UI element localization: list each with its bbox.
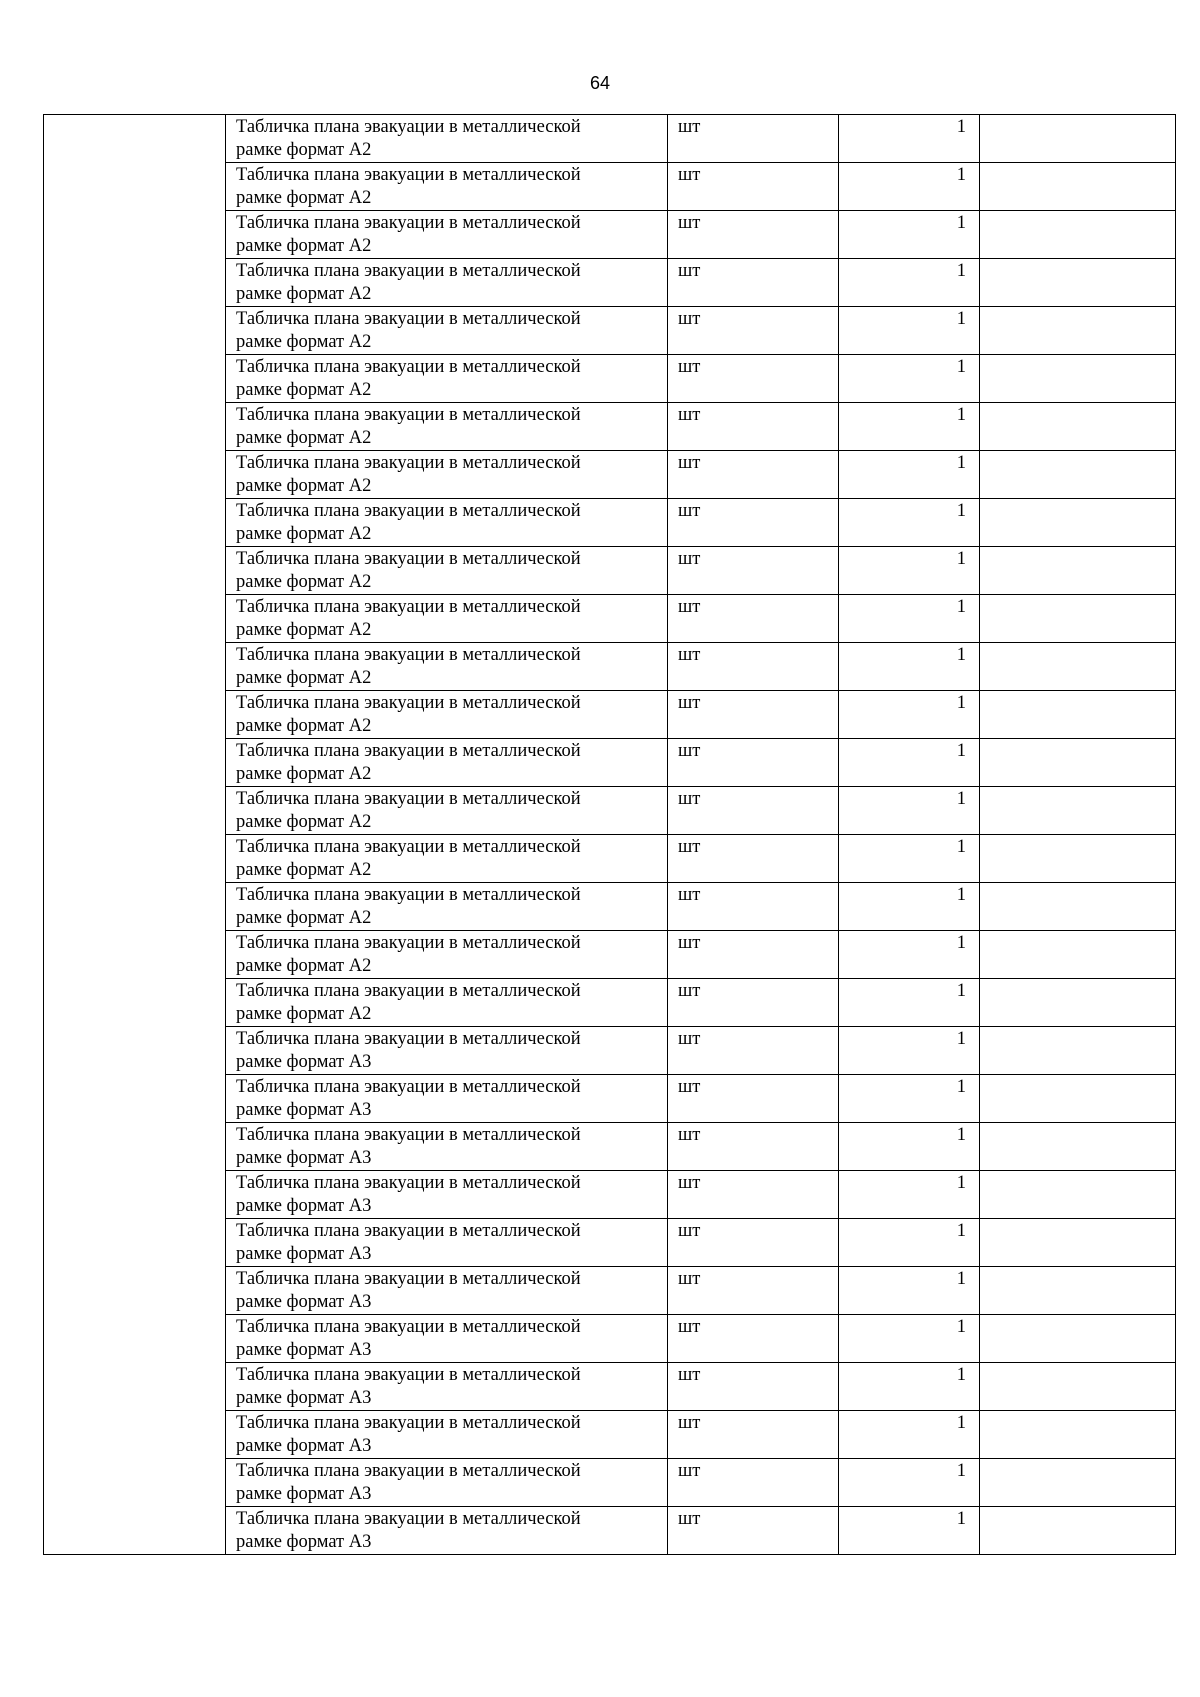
table-row: [44, 547, 1176, 595]
blank-cell: [44, 451, 226, 499]
item-unit-cell: шт: [668, 1459, 839, 1507]
item-note-cell: [980, 259, 1176, 307]
item-name-cell: [226, 1267, 668, 1315]
item-note-cell: [980, 115, 1176, 163]
item-note-cell: [980, 355, 1176, 403]
item-note-cell: [980, 1123, 1176, 1171]
item-name-line1: Табличка плана эвакуации в металлической: [236, 789, 581, 809]
table-row: [44, 931, 1176, 979]
item-name-cell: [226, 1411, 668, 1459]
item-note-cell: [980, 1411, 1176, 1459]
item-quantity-cell: 1: [839, 355, 980, 403]
item-name-line2: рамке формат А2: [236, 716, 372, 736]
item-note-cell: [980, 931, 1176, 979]
blank-cell: [44, 595, 226, 643]
item-name-line2: рамке формат А3: [236, 1532, 372, 1552]
item-name-line2: рамке формат А2: [236, 1004, 372, 1024]
item-note-cell: [980, 451, 1176, 499]
table-row: [44, 1123, 1176, 1171]
item-note-cell: [980, 1507, 1176, 1555]
blank-cell: [44, 163, 226, 211]
item-name-cell: [226, 643, 668, 691]
item-name-line2: рамке формат А2: [236, 908, 372, 928]
item-name-line2: рамке формат А3: [236, 1484, 372, 1504]
table-row: [44, 691, 1176, 739]
item-unit-cell: шт: [668, 691, 839, 739]
table-row: [44, 403, 1176, 451]
item-unit-cell: шт: [668, 1219, 839, 1267]
item-name-cell: [226, 1123, 668, 1171]
item-name-line1: Табличка плана эвакуации в металлической: [236, 741, 581, 761]
item-name-cell: [226, 739, 668, 787]
item-quantity-cell: 1: [839, 451, 980, 499]
item-unit-cell: шт: [668, 1027, 839, 1075]
item-name-cell: [226, 1171, 668, 1219]
item-name-line1: Табличка плана эвакуации в металлической: [236, 1365, 581, 1385]
blank-cell: [44, 1027, 226, 1075]
item-name-line1: Табличка плана эвакуации в металлической: [236, 597, 581, 617]
item-unit-cell: шт: [668, 1315, 839, 1363]
blank-cell: [44, 787, 226, 835]
item-name-line1: Табличка плана эвакуации в металлической: [236, 693, 581, 713]
item-note-cell: [980, 1027, 1176, 1075]
table-row: [44, 451, 1176, 499]
item-quantity-cell: 1: [839, 307, 980, 355]
item-name-line1: Табличка плана эвакуации в металлической: [236, 981, 581, 1001]
blank-cell: [44, 1315, 226, 1363]
item-name-line1: Табличка плана эвакуации в металлической: [236, 885, 581, 905]
item-quantity-cell: 1: [839, 595, 980, 643]
item-name-line2: рамке формат А2: [236, 188, 372, 208]
item-quantity-cell: 1: [839, 1411, 980, 1459]
item-name-line1: Табличка плана эвакуации в металлической: [236, 117, 581, 137]
item-name-line2: рамке формат А3: [236, 1100, 372, 1120]
item-unit-cell: шт: [668, 883, 839, 931]
item-note-cell: [980, 1267, 1176, 1315]
table-row: [44, 259, 1176, 307]
blank-cell: [44, 355, 226, 403]
item-note-cell: [980, 883, 1176, 931]
item-unit-cell: шт: [668, 931, 839, 979]
item-unit-cell: шт: [668, 643, 839, 691]
item-quantity-cell: 1: [839, 499, 980, 547]
item-name-cell: [226, 1315, 668, 1363]
blank-cell: [44, 1507, 226, 1555]
item-note-cell: [980, 595, 1176, 643]
item-name-cell: [226, 1459, 668, 1507]
blank-cell: [44, 883, 226, 931]
item-quantity-cell: 1: [839, 259, 980, 307]
item-unit-cell: шт: [668, 1171, 839, 1219]
item-name-line2: рамке формат А2: [236, 668, 372, 688]
item-name-line2: рамке формат А3: [236, 1148, 372, 1168]
item-name-line2: рамке формат А2: [236, 956, 372, 976]
item-name-line2: рамке формат А2: [236, 476, 372, 496]
blank-cell: [44, 1363, 226, 1411]
item-note-cell: [980, 643, 1176, 691]
blank-cell: [44, 739, 226, 787]
item-name-cell: [226, 115, 668, 163]
blank-cell: [44, 979, 226, 1027]
item-quantity-cell: 1: [839, 931, 980, 979]
item-name-cell: [226, 883, 668, 931]
item-note-cell: [980, 307, 1176, 355]
item-quantity-cell: 1: [839, 1363, 980, 1411]
table-row: [44, 307, 1176, 355]
item-name-line2: рамке формат А2: [236, 764, 372, 784]
item-note-cell: [980, 1459, 1176, 1507]
item-name-cell: [226, 787, 668, 835]
item-unit-cell: шт: [668, 451, 839, 499]
item-name-line2: рамке формат А2: [236, 620, 372, 640]
item-name-cell: [226, 355, 668, 403]
item-quantity-cell: 1: [839, 1507, 980, 1555]
item-name-line2: рамке формат А3: [236, 1052, 372, 1072]
item-name-cell: [226, 1027, 668, 1075]
item-note-cell: [980, 499, 1176, 547]
table-row: [44, 835, 1176, 883]
item-name-line1: Табличка плана эвакуации в металлической: [236, 1413, 581, 1433]
item-name-line1: Табличка плана эвакуации в металлической: [236, 1269, 581, 1289]
table-row: [44, 355, 1176, 403]
table-row: [44, 643, 1176, 691]
blank-cell: [44, 643, 226, 691]
item-name-cell: [226, 1075, 668, 1123]
item-name-cell: [226, 1507, 668, 1555]
item-note-cell: [980, 1171, 1176, 1219]
table-row: [44, 1315, 1176, 1363]
item-note-cell: [980, 163, 1176, 211]
table-row: [44, 1267, 1176, 1315]
blank-cell: [44, 1459, 226, 1507]
item-name-line2: рамке формат А3: [236, 1292, 372, 1312]
item-unit-cell: шт: [668, 403, 839, 451]
item-quantity-cell: 1: [839, 643, 980, 691]
item-name-cell: [226, 595, 668, 643]
item-unit-cell: шт: [668, 115, 839, 163]
item-note-cell: [980, 403, 1176, 451]
blank-cell: [44, 403, 226, 451]
item-name-line1: Табличка плана эвакуации в металлической: [236, 1317, 581, 1337]
item-quantity-cell: 1: [839, 1171, 980, 1219]
blank-cell: [44, 1411, 226, 1459]
blank-cell: [44, 1267, 226, 1315]
item-name-line1: Табличка плана эвакуации в металлической: [236, 549, 581, 569]
item-name-line2: рамке формат А3: [236, 1388, 372, 1408]
item-unit-cell: шт: [668, 163, 839, 211]
item-quantity-cell: 1: [839, 1219, 980, 1267]
item-quantity-cell: 1: [839, 547, 980, 595]
item-unit-cell: шт: [668, 355, 839, 403]
table-row: [44, 115, 1176, 163]
item-unit-cell: шт: [668, 1267, 839, 1315]
table-row: [44, 163, 1176, 211]
item-name-cell: [226, 979, 668, 1027]
table-row: [44, 1219, 1176, 1267]
table-row: [44, 211, 1176, 259]
item-name-line1: Табличка плана эвакуации в металлической: [236, 1029, 581, 1049]
items-table-body: [44, 115, 1176, 1555]
table-row: [44, 1363, 1176, 1411]
blank-cell: [44, 1171, 226, 1219]
item-name-line1: Табличка плана эвакуации в металлической: [236, 357, 581, 377]
table-row: [44, 1507, 1176, 1555]
item-name-line2: рамке формат А2: [236, 860, 372, 880]
item-name-cell: [226, 691, 668, 739]
table-row: [44, 787, 1176, 835]
item-name-cell: [226, 931, 668, 979]
blank-cell: [44, 307, 226, 355]
table-row: [44, 1027, 1176, 1075]
item-name-line2: рамке формат А2: [236, 332, 372, 352]
blank-cell: [44, 259, 226, 307]
item-name-line2: рамке формат А2: [236, 572, 372, 592]
item-name-line2: рамке формат А2: [236, 428, 372, 448]
table-row: [44, 739, 1176, 787]
item-name-line2: рамке формат А3: [236, 1196, 372, 1216]
item-unit-cell: шт: [668, 307, 839, 355]
item-name-line1: Табличка плана эвакуации в металлической: [236, 213, 581, 233]
item-unit-cell: шт: [668, 1123, 839, 1171]
table-row: [44, 979, 1176, 1027]
item-name-cell: [226, 451, 668, 499]
item-name-line2: рамке формат А3: [236, 1244, 372, 1264]
item-note-cell: [980, 547, 1176, 595]
item-quantity-cell: 1: [839, 787, 980, 835]
table-row: [44, 1171, 1176, 1219]
blank-cell: [44, 1123, 226, 1171]
item-quantity-cell: 1: [839, 403, 980, 451]
item-name-line2: рамке формат А2: [236, 236, 372, 256]
item-name-cell: [226, 1363, 668, 1411]
item-quantity-cell: 1: [839, 1459, 980, 1507]
item-unit-cell: шт: [668, 1507, 839, 1555]
item-note-cell: [980, 211, 1176, 259]
table-row: [44, 499, 1176, 547]
item-name-cell: [226, 307, 668, 355]
item-unit-cell: шт: [668, 1411, 839, 1459]
item-unit-cell: шт: [668, 547, 839, 595]
item-name-line1: Табличка плана эвакуации в металлической: [236, 1509, 581, 1529]
item-quantity-cell: 1: [839, 1123, 980, 1171]
item-name-line2: рамке формат А2: [236, 380, 372, 400]
item-name-cell: [226, 211, 668, 259]
item-note-cell: [980, 739, 1176, 787]
item-name-line2: рамке формат А2: [236, 140, 372, 160]
item-unit-cell: шт: [668, 259, 839, 307]
blank-cell: [44, 547, 226, 595]
item-note-cell: [980, 1363, 1176, 1411]
blank-cell: [44, 1075, 226, 1123]
item-unit-cell: шт: [668, 1075, 839, 1123]
item-name-line2: рамке формат А3: [236, 1436, 372, 1456]
item-name-cell: [226, 1219, 668, 1267]
item-name-line1: Табличка плана эвакуации в металлической: [236, 933, 581, 953]
item-name-cell: [226, 403, 668, 451]
item-unit-cell: шт: [668, 595, 839, 643]
item-quantity-cell: 1: [839, 739, 980, 787]
item-name-line1: Табличка плана эвакуации в металлической: [236, 1077, 581, 1097]
item-note-cell: [980, 1075, 1176, 1123]
blank-cell: [44, 115, 226, 163]
item-name-line1: Табличка плана эвакуации в металлической: [236, 405, 581, 425]
item-name-line1: Табличка плана эвакуации в металлической: [236, 1221, 581, 1241]
table-row: [44, 883, 1176, 931]
item-unit-cell: шт: [668, 499, 839, 547]
table-row: [44, 595, 1176, 643]
table-row: [44, 1459, 1176, 1507]
item-quantity-cell: 1: [839, 1075, 980, 1123]
item-quantity-cell: 1: [839, 163, 980, 211]
table-row: [44, 1075, 1176, 1123]
item-note-cell: [980, 691, 1176, 739]
table-row: [44, 1411, 1176, 1459]
item-name-cell: [226, 547, 668, 595]
item-quantity-cell: 1: [839, 1267, 980, 1315]
item-unit-cell: шт: [668, 1363, 839, 1411]
item-quantity-cell: 1: [839, 883, 980, 931]
item-name-line1: Табличка плана эвакуации в металлической: [236, 837, 581, 857]
blank-cell: [44, 499, 226, 547]
item-name-line1: Табличка плана эвакуации в металлической: [236, 261, 581, 281]
item-note-cell: [980, 1219, 1176, 1267]
item-name-cell: [226, 259, 668, 307]
item-unit-cell: шт: [668, 787, 839, 835]
item-name-line1: Табличка плана эвакуации в металлической: [236, 501, 581, 521]
item-name-line2: рамке формат А2: [236, 812, 372, 832]
blank-cell: [44, 835, 226, 883]
item-unit-cell: шт: [668, 739, 839, 787]
item-name-line2: рамке формат А3: [236, 1340, 372, 1360]
item-quantity-cell: 1: [839, 1315, 980, 1363]
item-name-line1: Табличка плана эвакуации в металлической: [236, 1461, 581, 1481]
page-number: 64: [589, 73, 611, 93]
item-quantity-cell: 1: [839, 691, 980, 739]
item-name-cell: [226, 835, 668, 883]
items-table: [43, 114, 1176, 1555]
item-quantity-cell: 1: [839, 211, 980, 259]
item-unit-cell: шт: [668, 979, 839, 1027]
item-name-line1: Табличка плана эвакуации в металлической: [236, 645, 581, 665]
item-name-cell: [226, 163, 668, 211]
blank-cell: [44, 691, 226, 739]
item-name-line1: Табличка плана эвакуации в металлической: [236, 309, 581, 329]
item-name-line2: рамке формат А2: [236, 524, 372, 544]
item-name-line2: рамке формат А2: [236, 284, 372, 304]
item-quantity-cell: 1: [839, 115, 980, 163]
item-name-line1: Табличка плана эвакуации в металлической: [236, 165, 581, 185]
item-quantity-cell: 1: [839, 1027, 980, 1075]
item-note-cell: [980, 835, 1176, 883]
item-note-cell: [980, 979, 1176, 1027]
item-unit-cell: шт: [668, 211, 839, 259]
item-name-cell: [226, 499, 668, 547]
item-unit-cell: шт: [668, 835, 839, 883]
blank-cell: [44, 931, 226, 979]
item-name-line1: Табличка плана эвакуации в металлической: [236, 1125, 581, 1145]
item-quantity-cell: 1: [839, 835, 980, 883]
blank-cell: [44, 1219, 226, 1267]
item-name-line1: Табличка плана эвакуации в металлической: [236, 453, 581, 473]
item-note-cell: [980, 787, 1176, 835]
item-name-line1: Табличка плана эвакуации в металлической: [236, 1173, 581, 1193]
blank-cell: [44, 211, 226, 259]
item-note-cell: [980, 1315, 1176, 1363]
item-quantity-cell: 1: [839, 979, 980, 1027]
